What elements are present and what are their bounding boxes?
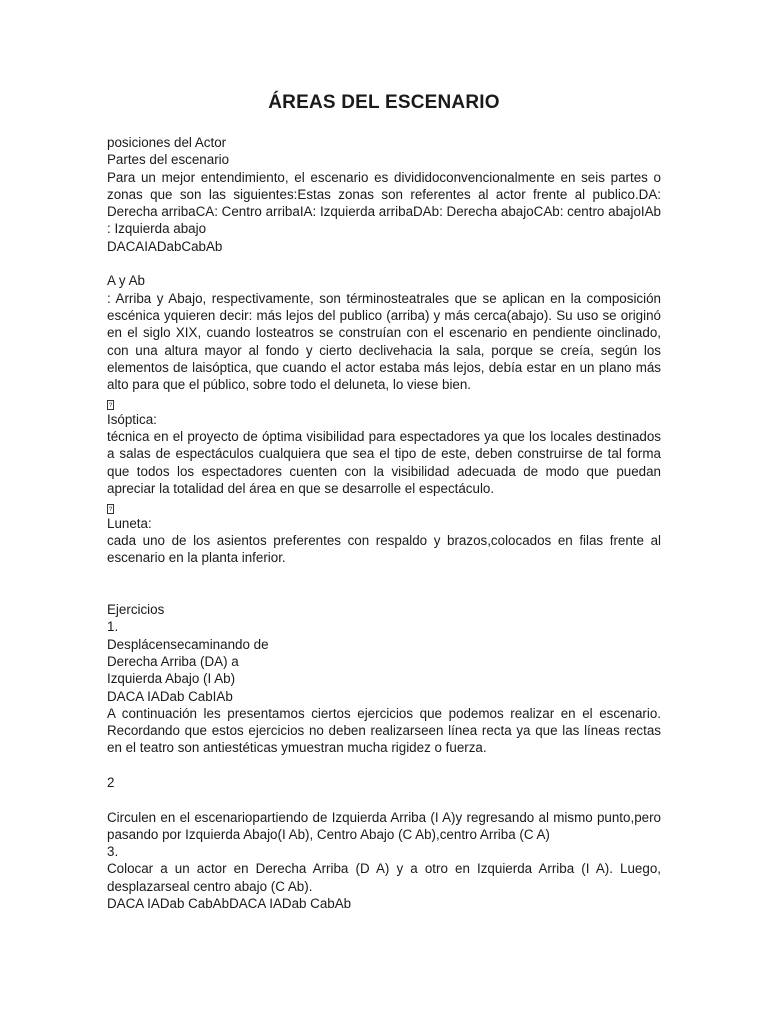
exercises-heading: Ejercicios (107, 602, 165, 618)
isoptica-paragraph: técnica en el proyecto de óptima visibilidad para espectadores ya que los locales destinados a salas de espectáculos cualquiera que sea el tipo de este, deben construirse de tal forma que todos los espectadores cuenten con la visibilidad adecuada de modo que puedan apreciar la totalidad del área en que se desarrolle el espectáculo. (107, 429, 661, 496)
document-body (107, 134, 661, 912)
isoptica-heading: Isóptica: (107, 411, 157, 427)
exercise-3-number: 3. (107, 844, 119, 860)
stage-zones-paragraph: Para un mejor entendimiento, el escenario es divididoconvencionalmente en seis partes o zonas que son las siguientes:Estas zonas son referentes al actor frente al publico.DA: Derecha arribaCA: Centro arribaIA: Izquierda arribaDAb: Derecha abajoCAb: centro abajoIAb : Izquierda abajo (107, 169, 661, 237)
a-ab-paragraph: : Arriba y Abajo, respectivamente, son términosteatrales que se aplican en la composición escénica yquieren decir: más lejos del publico (arriba) y más cerca(abajo). Su uso se originó en el siglo XIX, cuando losteatros se construían con el escenario en pendiente oinclinado, con una altura mayor al fondo y cierto declivehacia la sala, porque se creía, según los elementos de laisóptica, que cuando el actor estaba más lejos, debía estar en un plano más alto para que el público, sobre todo el deluneta, lo viese bien. (107, 290, 661, 393)
document-title: ÁREAS DEL ESCENARIO (268, 92, 500, 113)
exercise-1-line-2: Derecha Arriba (DA) a (107, 653, 239, 669)
luneta-heading: Luneta: (107, 515, 152, 531)
exercise-1-codes: DACA IADab CabIAb (107, 688, 233, 704)
luneta-paragraph: cada uno de los asientos preferentes con respaldo y brazos,colocados en filas frente al escenario en la planta inferior. (107, 532, 661, 566)
exercise-1-number: 1. (107, 619, 119, 635)
exercise-3-paragraph: Colocar a un actor en Derecha Arriba (D A) y a otro en Izquierda Arriba (I A). Luego, desplazarseal centro abajo (C Ab). (107, 861, 661, 894)
missing-glyph-icon: ? (107, 400, 114, 410)
stage-parts-heading: Partes del escenario (107, 152, 230, 168)
a-ab-heading: A y Ab (107, 273, 145, 289)
actor-positions-line: posiciones del Actor (107, 135, 227, 150)
exercise-2-paragraph: Circulen en el escenariopartiendo de Izquierda Arriba (I A)y regresando al mismo punto,pero pasando por Izquierda Abajo(I Ab), Centro Abajo (C Ab),centro Arriba (C A) (107, 809, 661, 842)
exercise-3-codes: DACA IADab CabAbDACA IADab CabAb (107, 896, 352, 912)
zone-codes-line: DACAIADabCabAb (107, 238, 223, 254)
symbol-marker-1 (107, 393, 661, 410)
exercises-intro-paragraph: A continuación les presentamos ciertos ejercicios que podemos realizar en el escenario. Recordando que estos ejercicios no deben realizarseen línea recta ya que las líneas rectas en el teatro son antiestéticas ymuestran mucha rigidez o fuerza. (107, 705, 661, 756)
exercise-1-line-1: Desplácensecaminando de (107, 636, 269, 652)
exercise-1-line-3: Izquierda Abajo (I Ab) (107, 671, 236, 687)
exercise-2-number: 2 (107, 774, 115, 790)
missing-glyph-icon: ? (107, 504, 114, 514)
symbol-marker-2 (107, 497, 661, 514)
